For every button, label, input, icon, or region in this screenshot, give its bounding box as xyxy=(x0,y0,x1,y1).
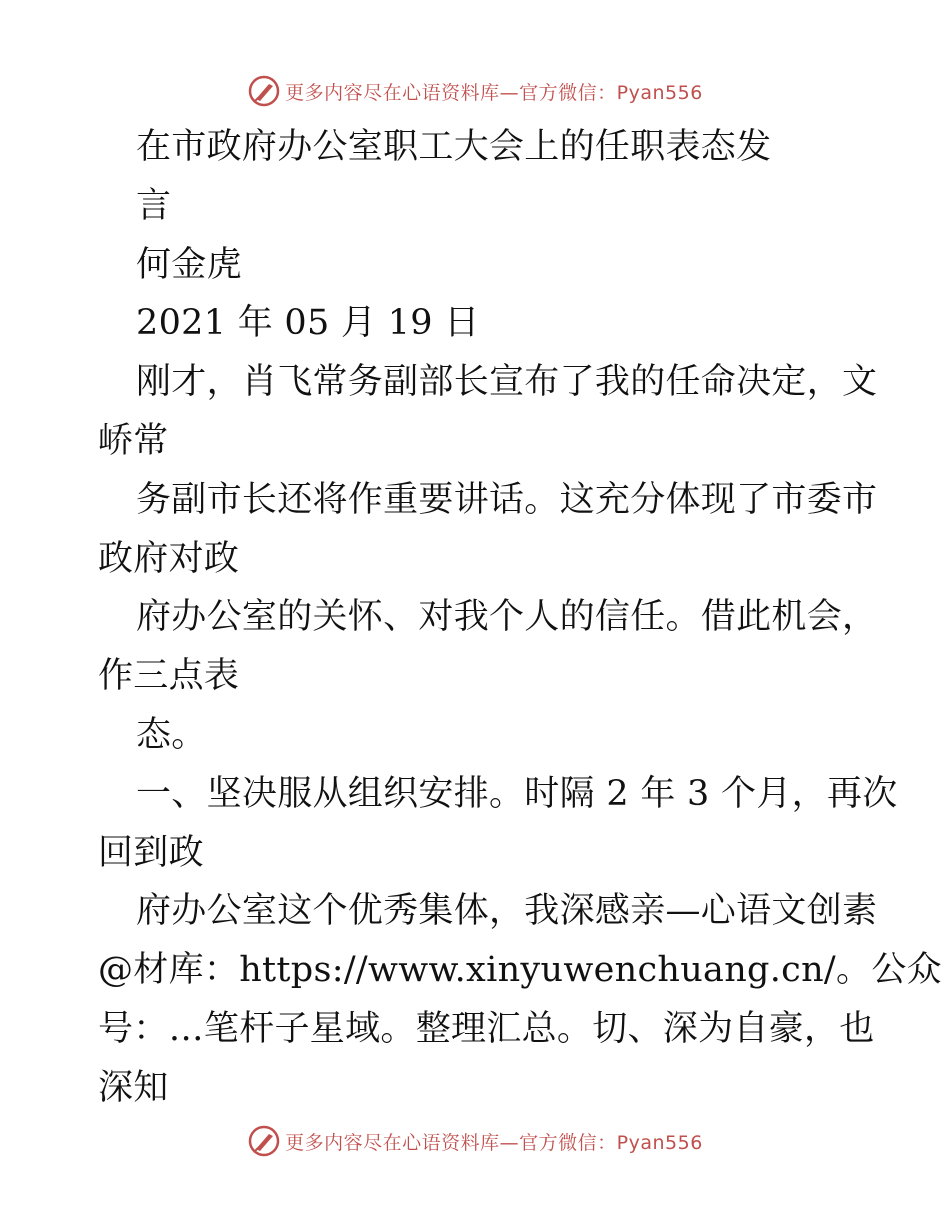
body-line: 作三点表 xyxy=(98,656,240,697)
body-line: 一、坚决服从组织安排。时隔 2 年 3 个月，再次 xyxy=(136,773,898,814)
watermark-text: 更多内容尽在心语资料库—官方微信：Pyan556 xyxy=(285,81,703,104)
body-line: 府办公室的关怀、对我个人的信任。借此机会， xyxy=(136,597,878,638)
body-line: @材库：https://www.xinyuwenchuang.cn/。公众 xyxy=(98,950,942,991)
body-line: 政府对政 xyxy=(98,538,240,579)
body-line: 务副市长还将作重要讲话。这充分体现了市委市 xyxy=(136,479,878,520)
body-line: 态。 xyxy=(136,714,207,755)
watermark-banner-bottom xyxy=(0,1121,950,1161)
quill-pen-logo-icon xyxy=(247,74,281,108)
body-line: 回到政 xyxy=(98,832,204,873)
date-line: 2021 年 05 月 19 日 xyxy=(136,303,480,344)
author-line: 何金虎 xyxy=(136,244,242,285)
body-line: 号：…笔杆子星域。整理汇总。切、深为自豪，也 xyxy=(98,1008,875,1049)
title-line-1: 在市政府办公室职工大会上的任职表态发 xyxy=(136,127,772,167)
body-line: 府办公室这个优秀集体，我深感亲—心语文创素 xyxy=(136,891,878,932)
body-line: 峤常 xyxy=(98,420,169,461)
body-line: 深知 xyxy=(98,1067,169,1108)
document-body xyxy=(98,118,942,1118)
title-line-2: 言 xyxy=(136,185,172,226)
watermark-banner-top xyxy=(0,71,950,111)
quill-pen-logo-icon xyxy=(247,1124,281,1158)
body-line: 刚才，肖飞常务副部长宣布了我的任命决定，文 xyxy=(136,362,878,403)
watermark-text: 更多内容尽在心语资料库—官方微信：Pyan556 xyxy=(285,1131,703,1154)
